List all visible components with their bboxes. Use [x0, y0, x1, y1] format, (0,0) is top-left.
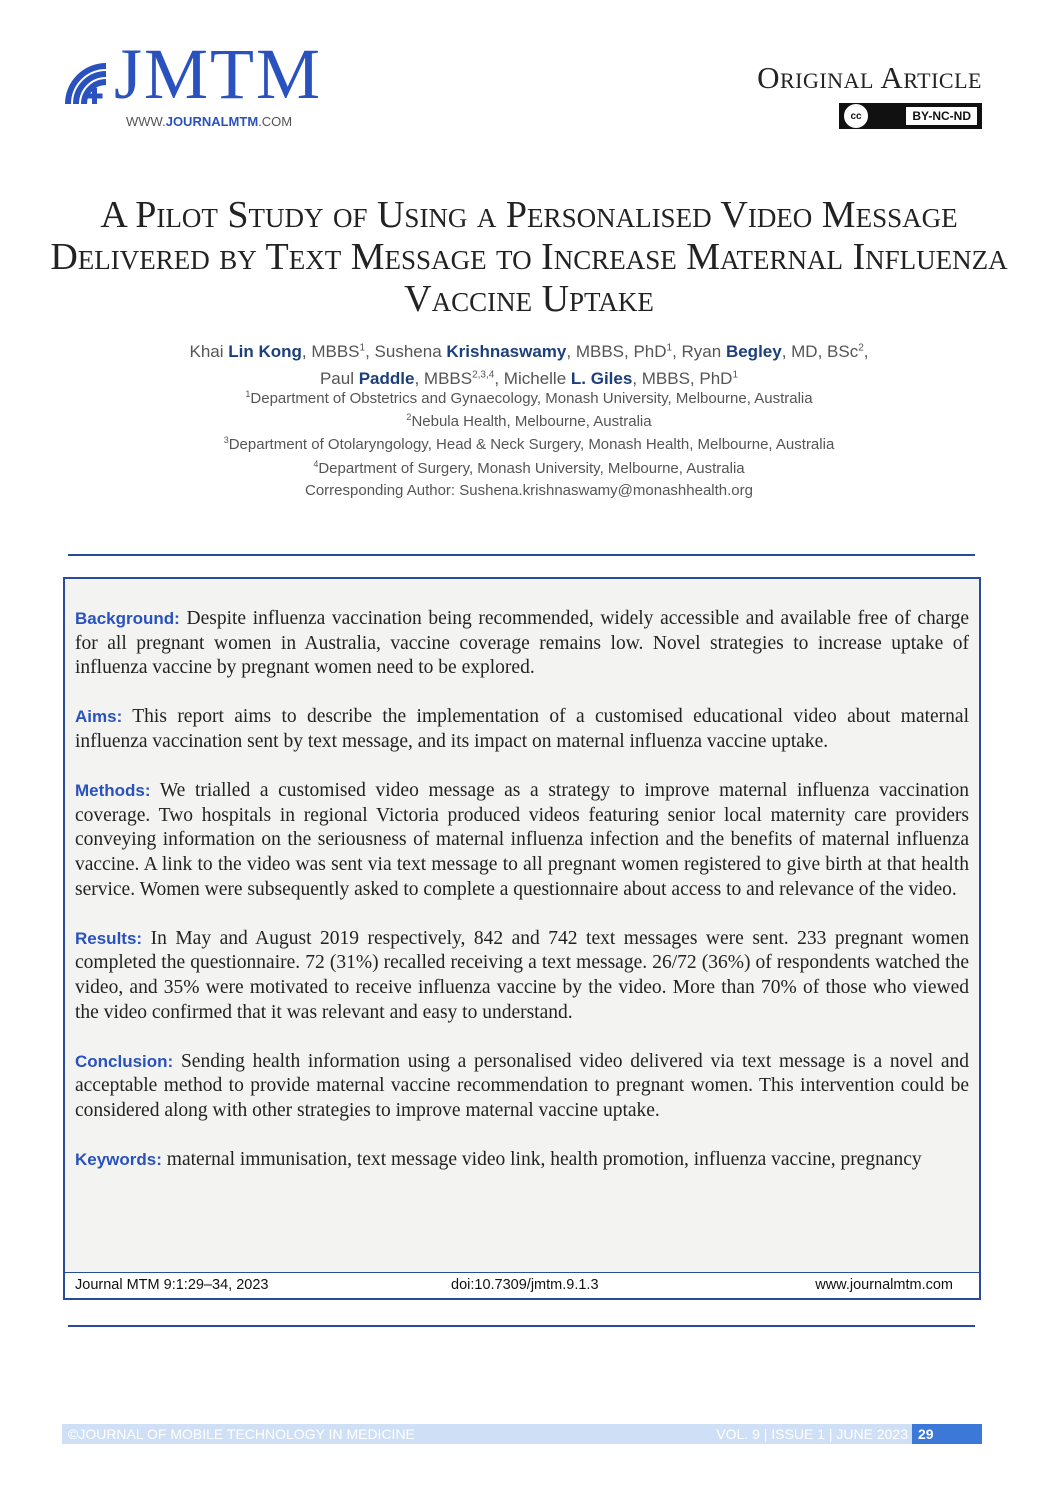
author-list [60, 336, 998, 391]
abstract-keywords: Keywords: maternal immunisation, text message video link, health promotion, influenza vaccine, pregnancy [75, 1149, 922, 1171]
license-badge[interactable] [839, 103, 982, 129]
affiliation: $^3$Department of Otolaryngology, Head & Neck Surgery, Monash Health, Melbourne, Australia [223, 435, 835, 453]
page-number: 29 [912, 1424, 982, 1444]
citation-url[interactable]: www.journalmtm.com [815, 1277, 953, 1293]
author: Khai Lin Kong, MBBS$^1$, [189, 341, 375, 361]
article-title: A Pilot Study of Using a Personalised Video Message Delivered by Text Message to Increase Maternal Influenza Vaccine Uptake [50, 194, 1008, 320]
affiliation: $^2$Nebula Health, Melbourne, Australia [406, 412, 652, 430]
author: Ryan Begley, MD, BSc$^2$, [681, 341, 869, 361]
abstract-results: Results: In May and August 2019 respectively, 842 and 742 text messages were sent. 233 pregnant women completed the questionnaire. 72 (31%) recalled receiving a text message. 26/72 (36%) of respondents watched the video, and 35% were motivated to receive influenza vaccine by the video. More than 70% of those who viewed the video confirmed that it was relevant and easy to understand. [75, 927, 970, 1023]
license-label: BY-NC-ND [906, 107, 977, 125]
author: Paul Paddle, MBBS$^{2,3,4}$, [319, 369, 504, 389]
logo-wordmark: JMTM [114, 34, 323, 114]
abstract-conclusion: Conclusion: Sending health information using a personalised video delivered via text message is a novel and acceptable method to provide maternal vaccine recommendation to pregnant women. This intervention could be considered along with other strategies to improve maternal vaccine uptake. [75, 1050, 970, 1121]
citation-bar [65, 1272, 979, 1298]
affiliation: $^1$Department of Obstetrics and Gynaecology, Monash University, Melbourne, Australia [245, 389, 813, 407]
abstract-background: Background: Despite influenza vaccination being recommended, widely accessible and available free of charge for all pregnant women in Australia, vaccine coverage remains low. Novel strategies to increase uptake of influenza vaccine by pregnant women need to be explored. [75, 608, 970, 679]
corresponding-author: Corresponding Author: Sushena.krishnaswamy@monashhealth.org [305, 482, 753, 499]
abstract-box [63, 577, 981, 1300]
abstract-body [75, 607, 969, 1197]
divider [68, 1325, 975, 1327]
journal-logo [62, 34, 362, 134]
author: Michelle L. Giles, MBBS, PhD$^1$ [503, 369, 739, 389]
article-type: Original Article [757, 60, 982, 95]
page-footer [62, 1424, 982, 1444]
citation-doi[interactable]: doi:10.7309/jmtm.9.1.3 [451, 1277, 599, 1293]
affiliation: $^4$Department of Surgery, Monash University, Melbourne, Australia [313, 459, 745, 477]
abstract-methods: Methods: We trialled a customised video message as a strategy to improve maternal influenza vaccination coverage. Two hospitals in regional Victoria produced videos featuring senior local maternity care providers conveying information on the seriousness of maternal influenza infection and the benefits of maternal influenza vaccine. A link to the video was sent via text message to all pregnant women registered to give birth at that health service. Women were subsequently asked to complete a questionnaire about access to and relevance of the video. [75, 780, 969, 900]
citation-journal: Journal MTM 9:1:29–34, 2023 [75, 1277, 269, 1293]
logo-url: WWW.JOURNALMTM.COM [126, 114, 293, 129]
footer-issue: VOL. 9 | ISSUE 1 | JUNE 2023 [716, 1426, 908, 1442]
wifi-plus-icon [62, 60, 114, 112]
author: Sushena Krishnaswamy, MBBS, PhD$^1$, [374, 341, 682, 361]
abstract-aims: Aims: This report aims to describe the implementation of a customised educational video about maternal influenza vaccination sent by text message, and its impact on maternal influenza vaccine uptake. [75, 706, 969, 752]
creative-commons-icon: cc [844, 104, 868, 128]
footer-journal-name: ©JOURNAL OF MOBILE TECHNOLOGY IN MEDICINE [68, 1426, 415, 1442]
divider [68, 554, 975, 556]
